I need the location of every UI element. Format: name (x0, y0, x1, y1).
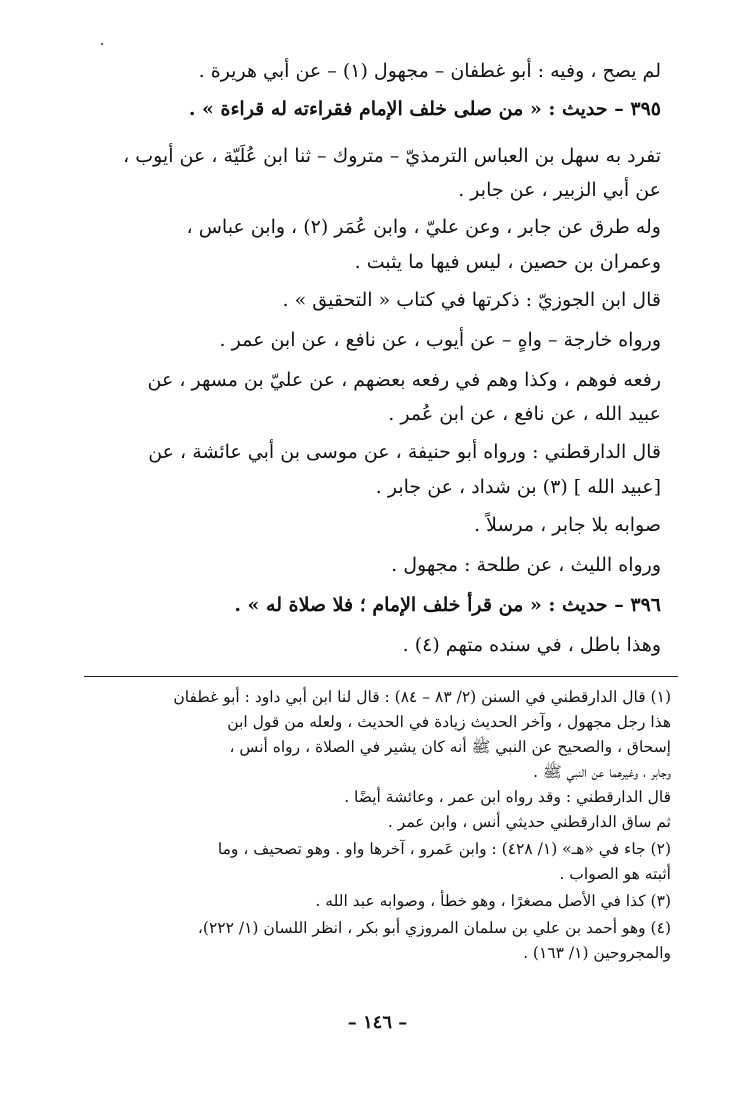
footnote-line: ثم ساق الدارقطني حديثي أنس ، وابن عمر . (387, 813, 671, 831)
text-line: وهذا باطل ، في سنده متهم (٤) . (402, 634, 661, 656)
footnote-line: (٢) جاء في «هـ» (١/ ٤٢٨) : وابن عَمرو ، آخرها واو . وهو تصحيف ، وما (217, 840, 671, 858)
hadith-heading-395: ٣٩٥ – حديث : « من صلى خلف الإمام فقراءته له قراءة » . (188, 98, 661, 120)
text-line: ورواه خارجة – واهٍ – عن أيوب ، عن نافع ، عن ابن عمر . (219, 329, 661, 351)
footnote-line: (٣) كذا في الأصل مصغرًا ، وهو خطأ ، وصوابه عبد الله . (315, 892, 671, 910)
footnote-line: إسحاق ، والصحيح عن النبي ﷺ أنه كان يشير في الصلاة ، رواه أنس ، (229, 738, 671, 756)
text-line: رفعه فوهم ، وكذا وهم في رفعه بعضهم ، عن عليّ بن مسهر ، عن (147, 369, 661, 391)
page-number: – ١٤٦ – (347, 1012, 408, 1033)
text-line: وله طرق عن جابر ، وعن عليّ ، وابن عُمَر (٢) ، وابن عباس ، (186, 216, 661, 238)
text-line: وعمران بن حصين ، ليس فيها ما يثبت . (354, 251, 661, 273)
footnote-line: وجابر ، وغيرهما عن النبي ﷺ . (533, 763, 671, 781)
text-line: صوابه بلا جابر ، مرسلاً . (474, 514, 661, 536)
text-line: لم يصح ، وفيه : أبو غطفان – مجهول (١) – عن أبي هريرة . (198, 60, 661, 82)
text-line: [عبيد الله ] (٣) بن شداد ، عن جابر . (375, 476, 661, 498)
text-line: قال الدارقطني : ورواه أبو حنيفة ، عن موسى بن أبي عائشة ، عن (148, 441, 661, 463)
footnote-line: والمجروحين (١/ ١٦٣) . (523, 944, 671, 962)
scan-speck (101, 43, 103, 45)
hadith-heading-396: ٣٩٦ – حديث : « من قرأ خلف الإمام ؛ فلا صلاة له » . (234, 594, 661, 616)
text-line: ورواه الليث ، عن طلحة : مجهول . (391, 554, 661, 576)
footnote-line: أثبته هو الصواب . (559, 865, 671, 883)
footnote-line: (١) قال الدارقطني في السنن (٢/ ٨٣ – ٨٤) : قال لنا ابن أبي داود : أبو غطفان (173, 688, 671, 706)
text-line: عبيد الله ، عن نافع ، عن ابن عُمر . (388, 403, 661, 425)
text-line: قال ابن الجوزيّ : ذكرتها في كتاب « التحقيق » . (282, 289, 661, 311)
footnote-divider (84, 676, 678, 677)
text-line: تفرد به سهل بن العباس الترمذيّ – متروك – ثنا ابن عُلَيّة ، عن أيوب ، (123, 145, 661, 167)
footnote-line: هذا رجل مجهول ، وآخر الحديث زيادة في الحديث ، ولعله من قول ابن (227, 713, 671, 731)
footnote-line: (٤) وهو أحمد بن علي بن سلمان المروزي أبو بكر ، انظر اللسان (١/ ٢٢٢)، (197, 919, 671, 937)
footnote-line: قال الدارقطني : وقد رواه ابن عمر ، وعائشة أيضًا . (344, 788, 671, 806)
text-line: عن أبي الزبير ، عن جابر . (458, 179, 661, 201)
